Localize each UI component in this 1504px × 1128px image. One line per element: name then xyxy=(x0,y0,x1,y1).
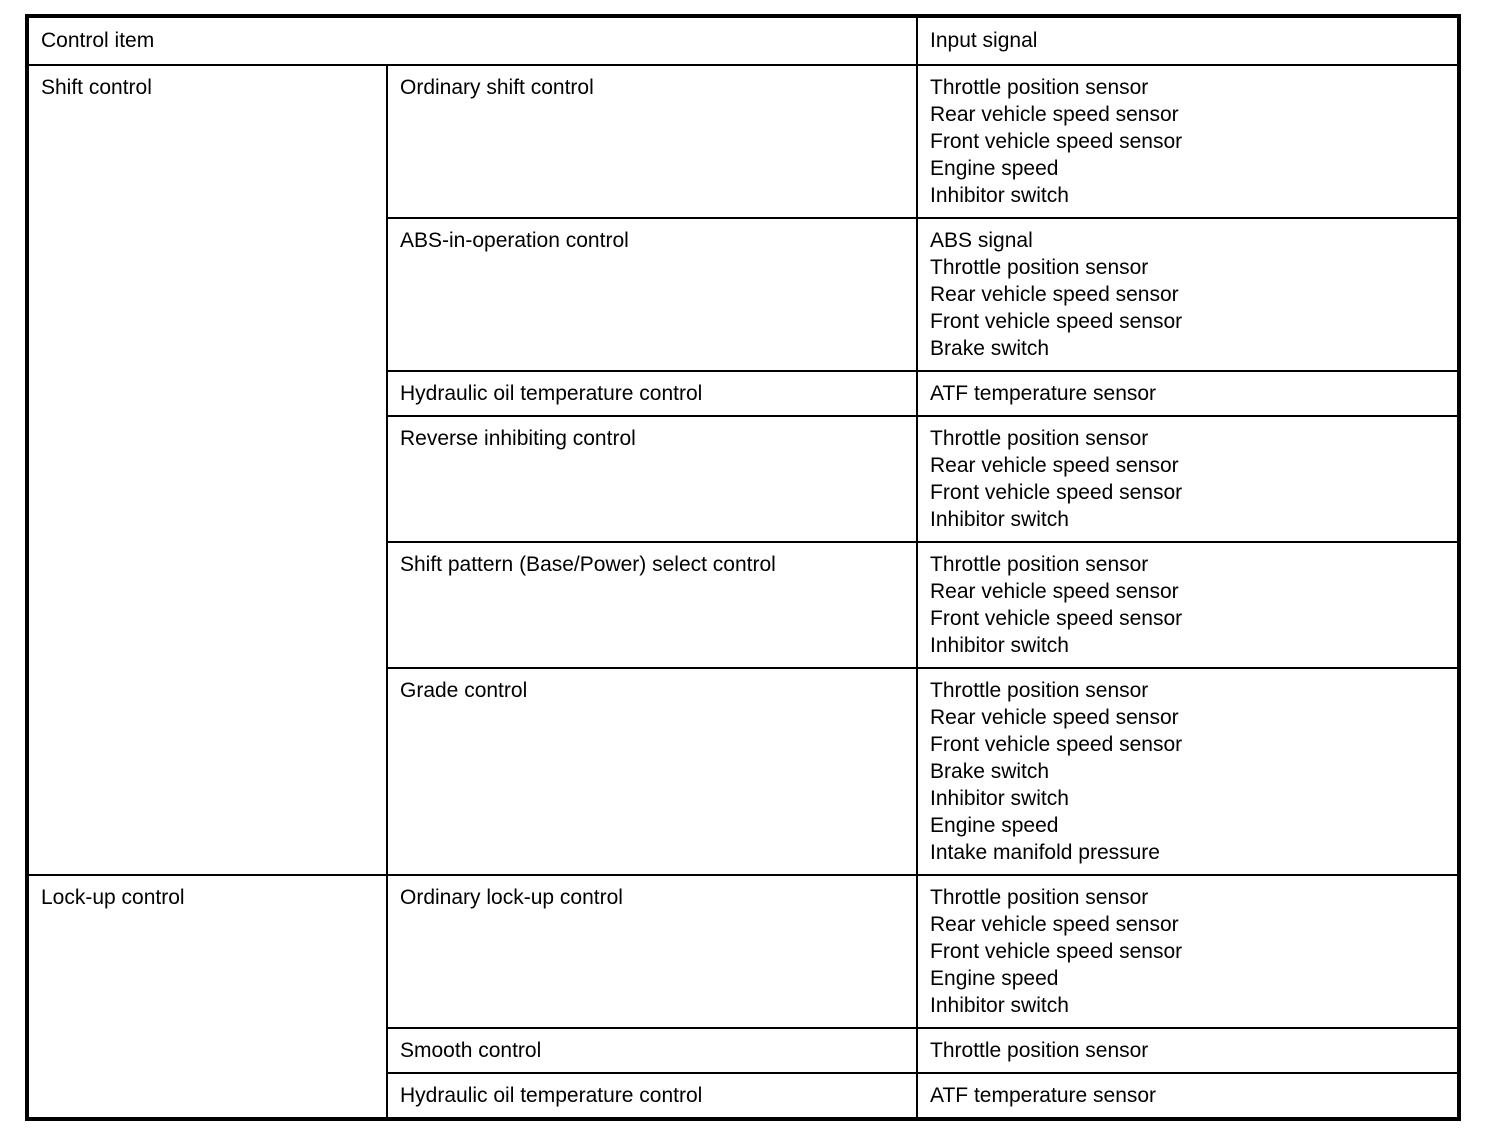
input-signal-line: ATF temperature sensor xyxy=(930,382,1157,405)
table-header-row xyxy=(27,16,1459,65)
input-signal-line: Engine speed xyxy=(930,967,1059,990)
input-signal-line: Throttle position sensor xyxy=(930,256,1149,279)
table-row xyxy=(27,875,1459,1028)
control-group-cell: Lock-up control xyxy=(27,875,387,1119)
input-signal-line: Throttle position sensor xyxy=(930,886,1149,909)
input-signals-cell xyxy=(917,416,1459,542)
input-signal-line: Front vehicle speed sensor xyxy=(930,733,1183,756)
input-signal-line: Front vehicle speed sensor xyxy=(930,940,1183,963)
control-sub-item-cell: Grade control xyxy=(387,668,917,875)
input-signal-line: Inhibitor switch xyxy=(930,994,1069,1017)
input-signals-cell xyxy=(917,1028,1459,1073)
input-signal-line: Front vehicle speed sensor xyxy=(930,310,1183,333)
input-signals-cell xyxy=(917,371,1459,416)
input-signal-line: ATF temperature sensor xyxy=(930,1084,1157,1107)
input-signal-line: Rear vehicle speed sensor xyxy=(930,283,1179,306)
input-signals-cell xyxy=(917,542,1459,668)
input-signal-line: Rear vehicle speed sensor xyxy=(930,454,1179,477)
input-signal-line: Inhibitor switch xyxy=(930,508,1069,531)
control-sub-item-cell: Hydraulic oil temperature control xyxy=(387,1073,917,1119)
control-input-signal-table xyxy=(25,14,1461,1121)
input-signal-line: Throttle position sensor xyxy=(930,427,1149,450)
input-signal-line: Rear vehicle speed sensor xyxy=(930,103,1179,126)
table-body xyxy=(27,65,1459,1119)
control-sub-item-cell: Ordinary shift control xyxy=(387,65,917,218)
input-signal-line: Throttle position sensor xyxy=(930,553,1149,576)
input-signal-line: Engine speed xyxy=(930,157,1059,180)
input-signals-cell xyxy=(917,1073,1459,1119)
control-sub-item-cell: Reverse inhibiting control xyxy=(387,416,917,542)
input-signal-line: Front vehicle speed sensor xyxy=(930,481,1183,504)
input-signals-cell xyxy=(917,875,1459,1028)
input-signal-line: Throttle position sensor xyxy=(930,1039,1149,1062)
input-signal-line: Engine speed xyxy=(930,814,1059,837)
input-signals-cell xyxy=(917,668,1459,875)
input-signal-line: ABS signal xyxy=(930,229,1033,252)
control-group-cell: Shift control xyxy=(27,65,387,875)
control-sub-item-cell: ABS-in-operation control xyxy=(387,218,917,371)
input-signal-line: Front vehicle speed sensor xyxy=(930,130,1183,153)
input-signals-cell xyxy=(917,65,1459,218)
control-sub-item-cell: Hydraulic oil temperature control xyxy=(387,371,917,416)
input-signal-line: Inhibitor switch xyxy=(930,634,1069,657)
table-row xyxy=(27,65,1459,218)
control-sub-item-cell: Smooth control xyxy=(387,1028,917,1073)
input-signal-line: Rear vehicle speed sensor xyxy=(930,580,1179,603)
input-signal-line: Inhibitor switch xyxy=(930,787,1069,810)
input-signal-line: Rear vehicle speed sensor xyxy=(930,706,1179,729)
input-signal-line: Rear vehicle speed sensor xyxy=(930,913,1179,936)
control-sub-item-cell: Shift pattern (Base/Power) select control xyxy=(387,542,917,668)
input-signal-line: Throttle position sensor xyxy=(930,679,1149,702)
input-signal-line: Brake switch xyxy=(930,337,1050,360)
input-signal-line: Inhibitor switch xyxy=(930,184,1069,207)
header-input-signal: Input signal xyxy=(917,16,1459,65)
control-sub-item-cell: Ordinary lock-up control xyxy=(387,875,917,1028)
input-signal-line: Brake switch xyxy=(930,760,1050,783)
header-control-item: Control item xyxy=(27,16,917,65)
input-signal-line: Front vehicle speed sensor xyxy=(930,607,1183,630)
input-signal-line: Intake manifold pressure xyxy=(930,841,1160,864)
input-signal-line: Throttle position sensor xyxy=(930,76,1149,99)
input-signals-cell xyxy=(917,218,1459,371)
